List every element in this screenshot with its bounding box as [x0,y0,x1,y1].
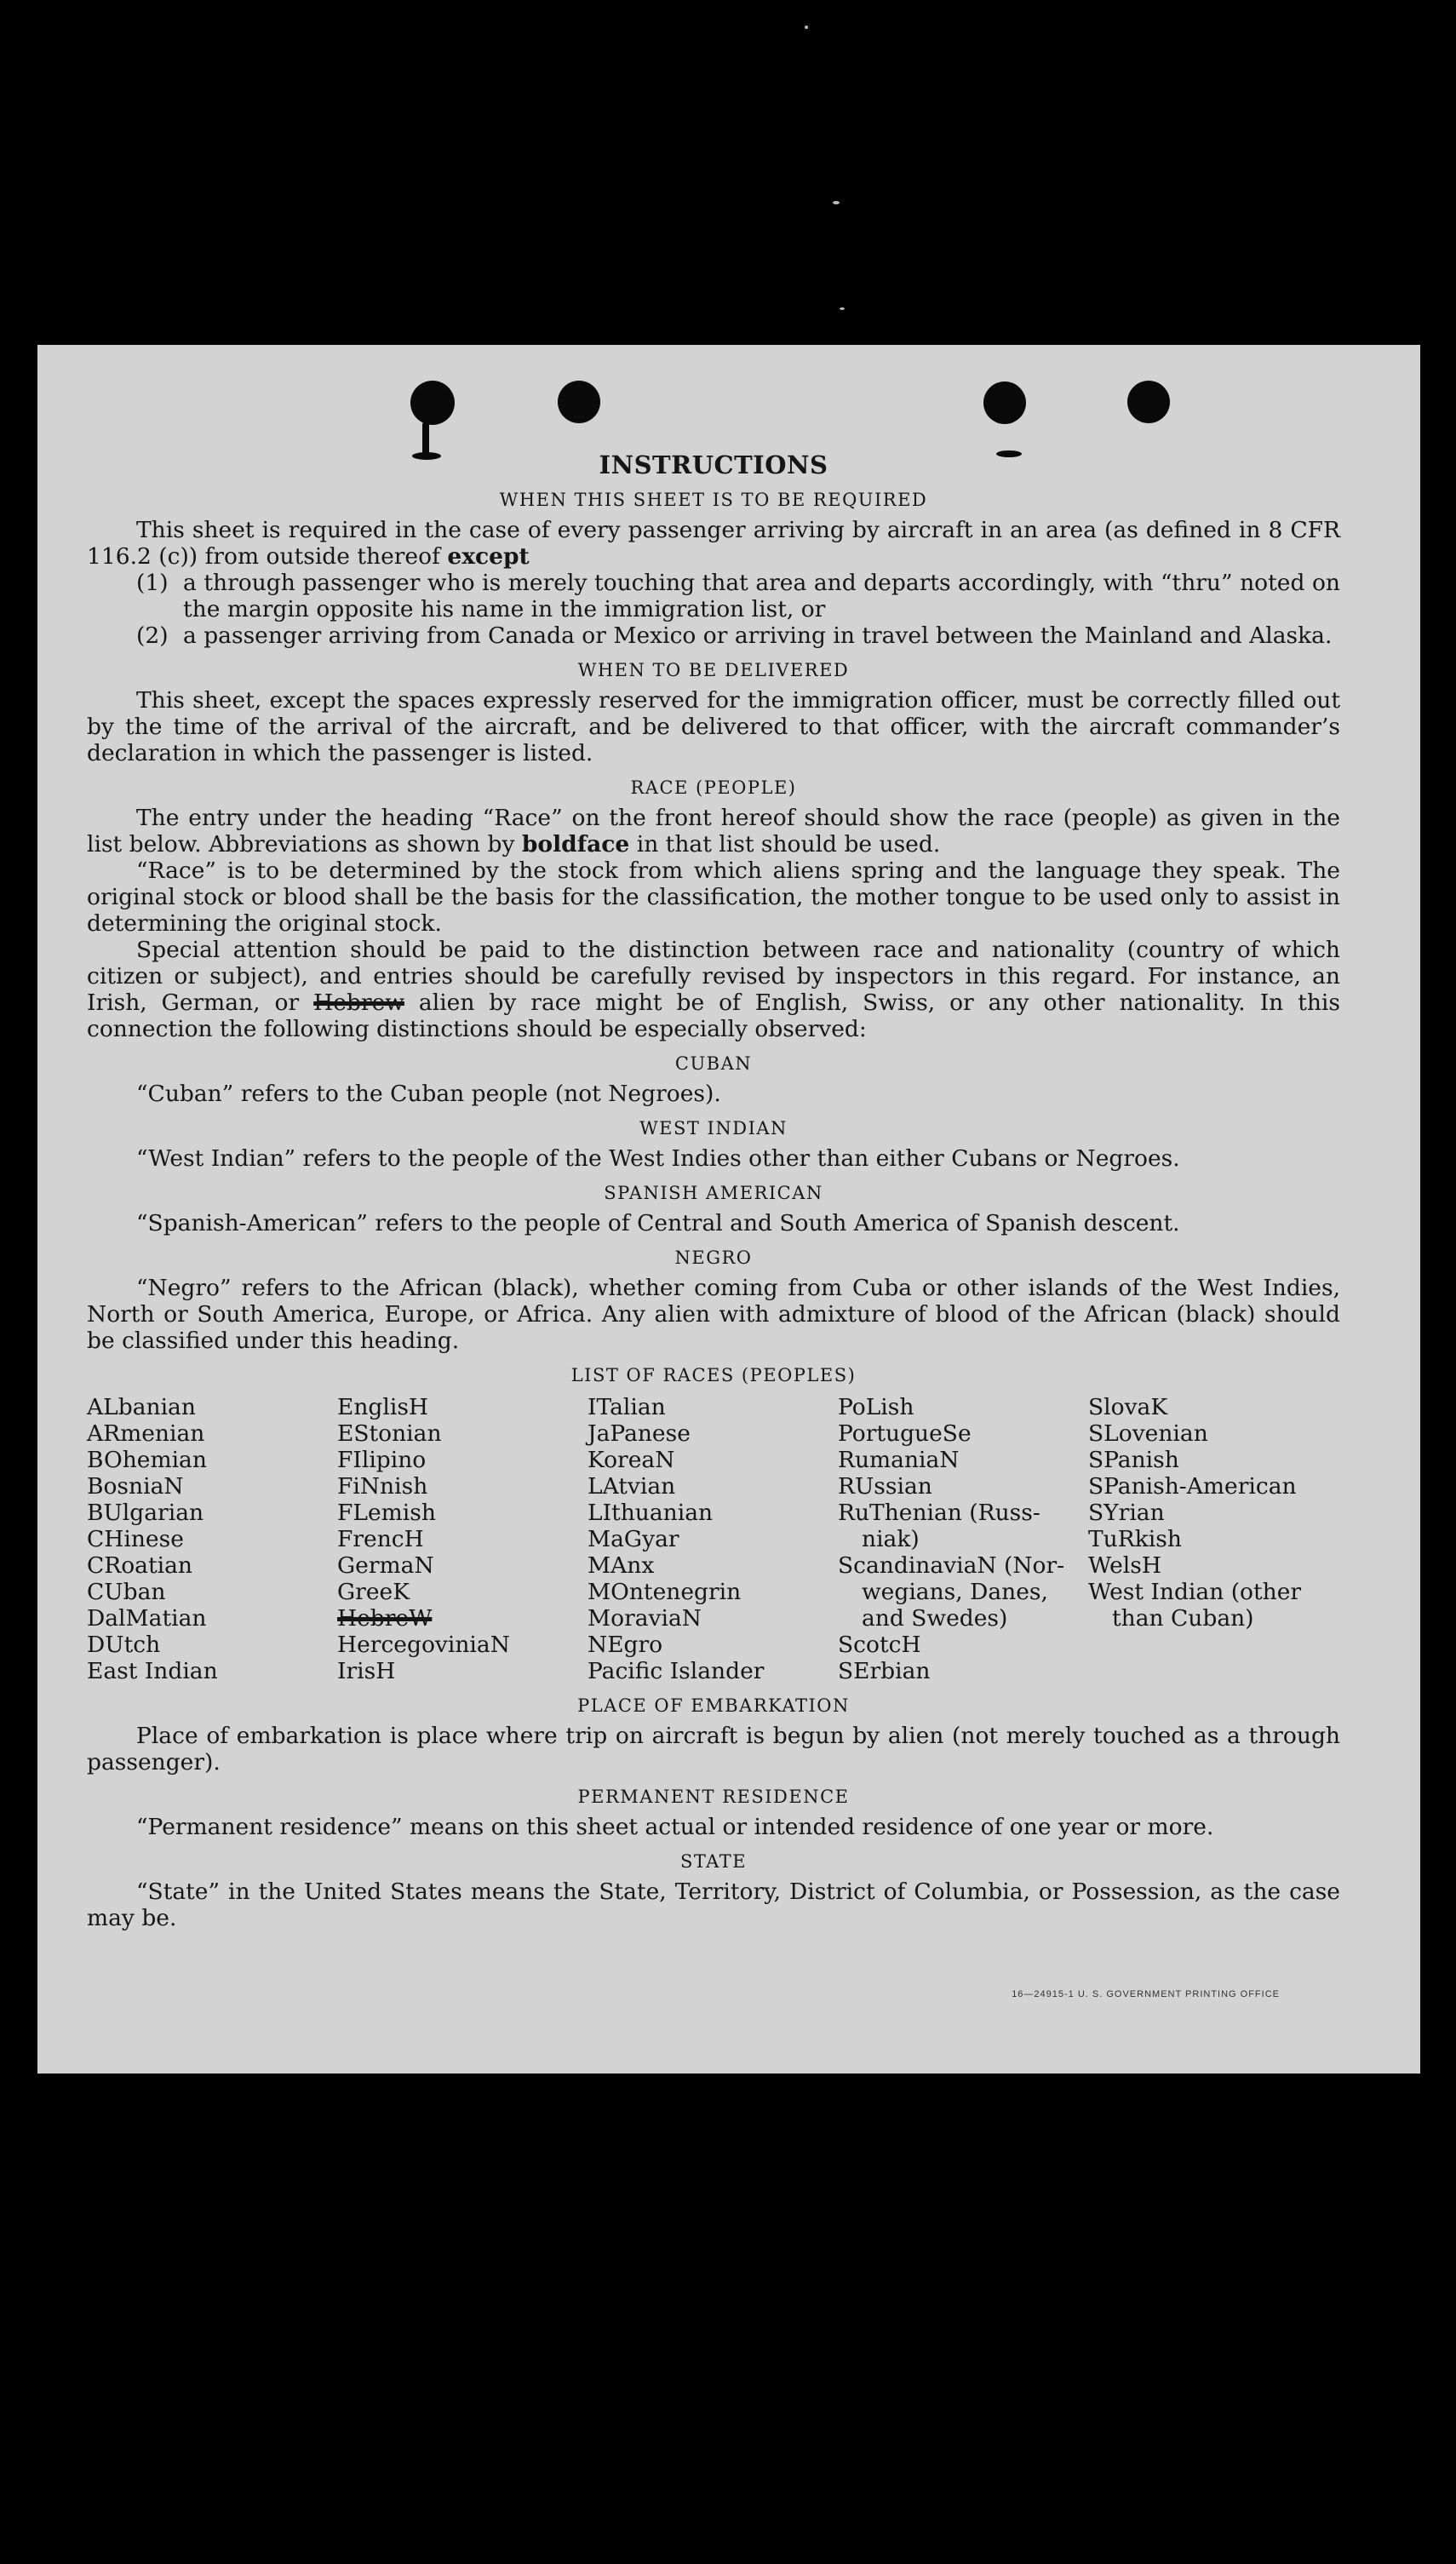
race-paragraph-3: Special attention should be paid to the distinction between race and nationality (country of which citizen or subject), and entries should be carefully revised by inspectors in this regard. For instance, an Irish, German, or Hebrew alien by race might be of English, Swiss, or any other nationality. In this connection the following distinctions should be especially observed: [87,937,1340,1042]
list-item: (2) a passenger arriving from Canada or Mexico or arriving in travel between the Mainland and Alaska. [136,622,1333,649]
section-heading-state: STATE [679,1851,748,1872]
section-heading-spanish-american: SPANISH AMERICAN [604,1183,823,1203]
section-heading-required: WHEN THIS SHEET IS TO BE REQUIRED [499,490,928,510]
list-item: BUlgarian [87,1500,204,1526]
punch-hole [410,381,455,425]
list-item: BOhemian [87,1447,207,1473]
races-column-5 [1088,1394,1338,1684]
list-item: SLovenian [1088,1420,1208,1447]
list-item: ARmenian [87,1420,205,1447]
list-item: RumaniaN [838,1447,960,1473]
race-paragraph-2: “Race” is to be determined by the stock from which aliens spring and the language they speak. The original stock or blood shall be the basis for the classification, the mother tongue to be used only to assist in determining the original stock. [87,858,1340,937]
list-item: ScotcH [838,1632,921,1658]
list-item: IrisH [337,1658,396,1684]
list-item: MAnx [588,1552,655,1579]
tear-mark [422,422,429,456]
list-item: (1) a through passenger who is merely touching that area and departs accordingly, with “thru” noted on the margin opposite his name in the immigration list, or [136,570,1340,622]
punch-hole [558,381,600,423]
list-item: Pacific Islander [588,1658,765,1684]
section-heading-cuban: CUBAN [674,1053,753,1074]
list-item: ITalian [588,1394,666,1420]
required-intro: This sheet is required in the case of every passenger arriving by aircraft in an area (as defined in 8 CFR 116.2 (c)) from outside thereof except [87,517,1340,570]
residence-text: “Permanent residence” means on this sheet actual or intended residence of one year or more. [136,1814,1214,1840]
race-paragraph-1: The entry under the heading “Race” on the front hereof should show the race (people) as given in the list below. Abbreviations as shown by boldface in that list should be used. [87,805,1340,858]
section-heading-embarkation: PLACE OF EMBARKATION [577,1695,850,1716]
races-list [87,1394,1340,1684]
cuban-text: “Cuban” refers to the Cuban people (not Negroes). [136,1081,721,1107]
races-column-2 [337,1394,588,1684]
list-item: LAtvian [588,1473,676,1500]
spanish-american-text: “Spanish-American” refers to the people of Central and South America of Spanish descent. [136,1210,1180,1236]
list-item: CRoatian [87,1552,192,1579]
list-item: TuRkish [1088,1526,1182,1552]
list-item: BosniaN [87,1473,184,1500]
list-item-struck: HebreW [337,1605,433,1632]
punch-hole [983,381,1026,424]
list-item: niak) [862,1526,920,1552]
list-item: RuThenian (Russ- [838,1500,1040,1526]
list-item: ScandinaviaN (Nor- [838,1552,1065,1579]
section-heading-delivered: WHEN TO BE DELIVERED [577,660,850,680]
negro-text: “Negro” refers to the African (black), whether coming from Cuba or other islands of the West Indies, North or South America, Europe, or Africa. Any alien with admixture of blood of the African (black) should be classified under this heading. [87,1275,1340,1354]
list-item: KoreaN [588,1447,675,1473]
page-title: INSTRUCTIONS [599,450,828,479]
list-item: JaPanese [588,1420,691,1447]
list-item: WelsH [1088,1552,1161,1579]
speck [833,201,840,204]
list-item: DalMatian [87,1605,207,1632]
list-item: GermaN [337,1552,434,1579]
list-item: NEgro [588,1632,663,1658]
list-item: MoraviaN [588,1605,702,1632]
list-item: FLemish [337,1500,436,1526]
list-item: MaGyar [588,1526,679,1552]
list-item: SErbian [838,1658,931,1684]
list-item: MOntenegrin [588,1579,742,1605]
list-item: EnglisH [337,1394,429,1420]
state-text: “State” in the United States means the State, Territory, District of Columbia, or Possession, as the case may be. [87,1879,1340,1931]
list-item: SYrian [1088,1500,1165,1526]
list-item: RUssian [838,1473,932,1500]
delivered-text: This sheet, except the spaces expressly reserved for the immigration officer, must be correctly filled out by the time of the arrival of the aircraft, and be delivered to that officer, with the aircraft commander’s declaration in which the passenger is listed. [87,687,1340,766]
list-item: DUtch [87,1632,161,1658]
races-column-1 [87,1394,337,1684]
punch-hole [1127,381,1170,423]
list-item: LIthuanian [588,1500,714,1526]
instructions-content [87,452,1340,1931]
list-item: FiNnish [337,1473,428,1500]
list-item: West Indian (other [1088,1579,1302,1605]
list-item: than Cuban) [1112,1605,1254,1632]
list-item: FrencH [337,1526,424,1552]
list-item: CUban [87,1579,166,1605]
list-item: GreeK [337,1579,410,1605]
list-item: HercegoviniaN [337,1632,510,1658]
list-item: SPanish [1088,1447,1179,1473]
west-indian-text: “West Indian” refers to the people of the West Indies other than either Cubans or Negroes. [136,1145,1180,1172]
list-item: SPanish-American [1088,1473,1297,1500]
list-item: wegians, Danes, [862,1579,1048,1605]
section-heading-race: RACE (PEOPLE) [630,777,797,798]
section-heading-west-indian: WEST INDIAN [639,1118,788,1139]
list-item: PortugueSe [838,1420,972,1447]
instruction-sheet [37,345,1420,2074]
races-column-3 [588,1394,838,1684]
list-item: and Swedes) [862,1605,1008,1632]
list-item: PoLish [838,1394,914,1420]
list-item: SlovaK [1088,1394,1168,1420]
speck [840,307,845,310]
section-heading-races-list: LIST OF RACES (PEOPLES) [570,1365,857,1385]
races-column-4 [838,1394,1088,1684]
list-item: FIlipino [337,1447,427,1473]
list-item: East Indian [87,1658,218,1684]
printer-footnote: 16—24915-1 U. S. GOVERNMENT PRINTING OFFICE [1012,1989,1280,1999]
list-item: ALbanian [87,1394,196,1420]
section-heading-negro: NEGRO [674,1248,753,1268]
embarkation-text: Place of embarkation is place where trip on aircraft is begun by alien (not merely touched as a through passenger). [87,1723,1340,1775]
speck [805,26,808,29]
list-item: CHinese [87,1526,184,1552]
list-item: EStonian [337,1420,442,1447]
section-heading-residence: PERMANENT RESIDENCE [577,1787,850,1807]
